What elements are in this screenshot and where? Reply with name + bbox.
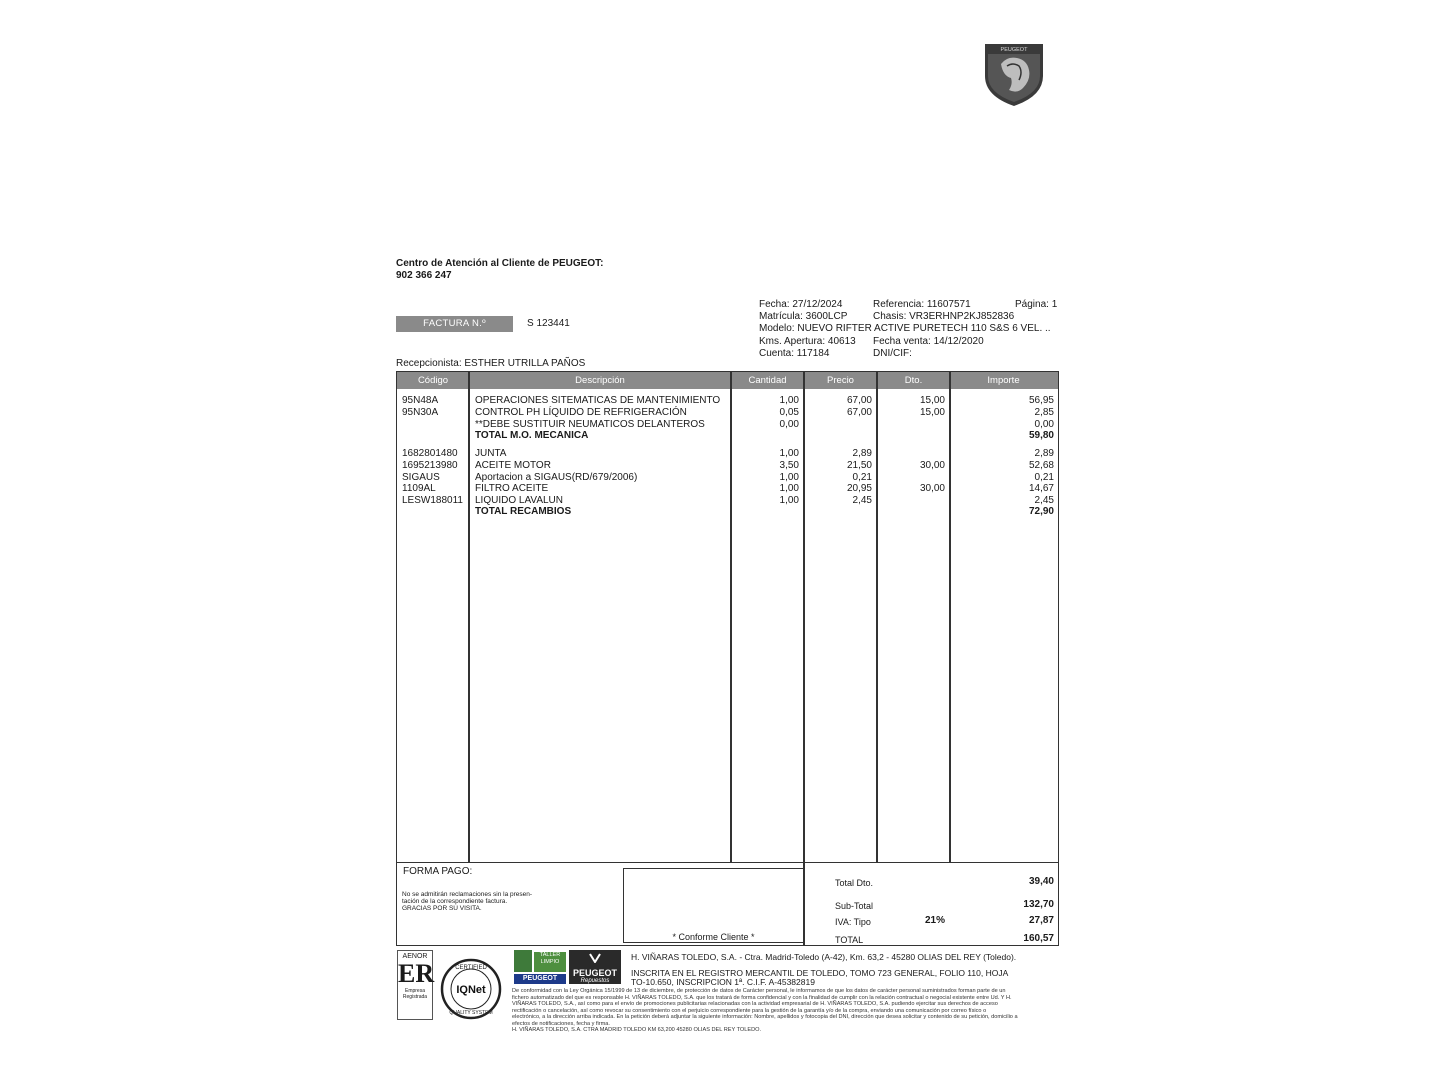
subtotal-label: Sub-Total xyxy=(835,901,874,911)
peugeot-repuestos-badge xyxy=(569,950,621,984)
cell-descripcion: TOTAL RECAMBIOS xyxy=(475,506,572,517)
cell-descripcion: FILTRO ACEITE xyxy=(475,483,549,494)
svg-text:QUALITY SYSTEM: QUALITY SYSTEM xyxy=(449,1010,493,1016)
cell-cantidad: 1,00 xyxy=(779,472,799,483)
fecha-venta: Fecha venta: 14/12/2020 xyxy=(873,336,984,347)
cell-descripcion: ACEITE MOTOR xyxy=(475,460,551,471)
cell-descripcion: TOTAL M.O. MECANICA xyxy=(475,430,589,441)
cell-descripcion: Aportacion a SIGAUS(RD/679/2006) xyxy=(475,472,638,483)
cell-importe: 72,90 xyxy=(1028,506,1054,517)
cell-cantidad: 1,00 xyxy=(779,483,799,494)
legal-line: VIÑARAS TOLEDO, S.A., así como para el envío de promociones publicitarias relacionadas con la actividad empresarial de H. VIÑARAS TOLEDO, S.A. pudiendo ejercitar sus derechos de acceso xyxy=(512,1001,998,1007)
leaf-icon xyxy=(514,950,532,972)
table-row xyxy=(397,395,1058,407)
cell-precio: 2,89 xyxy=(852,448,872,459)
col-importe: Importe xyxy=(987,375,1020,386)
cell-importe: 0,00 xyxy=(1034,419,1054,430)
aenor-text: AENOR xyxy=(402,953,428,960)
cell-descripcion: LIQUIDO LAVALUN xyxy=(475,495,563,506)
table-row xyxy=(397,448,1058,460)
forma-pago: FORMA PAGO: xyxy=(403,866,473,877)
table-row xyxy=(397,483,1058,495)
taller-text: LIMPIO xyxy=(540,959,560,965)
fecha: Fecha: 27/12/2024 xyxy=(759,299,843,310)
cell-cantidad: 1,00 xyxy=(779,448,799,459)
table-header xyxy=(397,372,1058,389)
col-descripcion: Descripción xyxy=(575,375,625,386)
cell-importe: 52,68 xyxy=(1028,460,1054,471)
subtotal-value: 132,70 xyxy=(1023,899,1054,910)
cell-codigo: LESW188011 xyxy=(402,495,463,506)
legal-line: electrónico, a la dirección arriba indicada. En la petición deberá adjuntar la siguiente información: Nombre, apellidos y fotocopia del DNI, dirección que desea solicitar y contenido de su petición, domicilio a xyxy=(512,1014,1018,1020)
taller-limpio-badge xyxy=(514,950,566,984)
table-row xyxy=(397,407,1058,419)
cell-cantidad: 1,00 xyxy=(779,495,799,506)
peugeot-logo xyxy=(983,42,1045,108)
company-address: H. VIÑARAS TOLEDO, S.A. - Ctra. Madrid-Toledo (A-42), Km. 63,2 - 45280 OLIAS DEL REY (Toledo). xyxy=(631,952,1017,962)
total-value: 160,57 xyxy=(1023,933,1054,944)
divider xyxy=(468,372,470,862)
lion-shield-icon xyxy=(983,42,1045,108)
taller-text: TALLER xyxy=(539,952,561,958)
cell-precio: 20,95 xyxy=(846,483,872,494)
cell-importe: 2,85 xyxy=(1034,407,1054,418)
iva-label: IVA: Tipo xyxy=(835,917,871,927)
legal-line: efectos de notificaciones, fecha y firma. xyxy=(512,1020,610,1027)
cell-precio: 67,00 xyxy=(846,395,872,406)
cell-cantidad: 1,00 xyxy=(779,395,799,406)
cell-importe: 59,80 xyxy=(1028,430,1054,441)
cell-cantidad: 0,00 xyxy=(779,419,799,430)
cell-precio: 67,00 xyxy=(846,407,872,418)
iva-tipo: 21% xyxy=(925,915,946,926)
note-line: GRACIAS POR SU VISITA. xyxy=(402,905,482,912)
divider xyxy=(730,372,732,862)
cell-codigo: 1109AL xyxy=(402,483,436,494)
legal-line: fichero automatizado del que es responsable H. VIÑARAS TOLEDO, S.A. que los tratará de forma confidencial y con la finalidad de cumplir con la relación contractual o negocial existente entre Ud. Y H. xyxy=(512,994,1012,1001)
note-line: tación de la correspondiente factura. xyxy=(402,898,508,905)
invoice-table xyxy=(396,371,1059,863)
aenor-sub: Empresa xyxy=(404,988,425,994)
cell-dto: 30,00 xyxy=(919,483,945,494)
cell-importe: 14,67 xyxy=(1028,483,1054,494)
cell-codigo: 95N30A xyxy=(402,407,439,418)
cell-precio: 2,45 xyxy=(852,495,872,506)
cell-codigo: 1695213980 xyxy=(402,460,458,471)
cell-codigo: 95N48A xyxy=(402,395,439,406)
kms-apertura: Kms. Apertura: 40613 xyxy=(759,336,856,347)
table-row xyxy=(397,460,1058,472)
iqnet-seal xyxy=(440,958,502,1020)
col-dto: Dto. xyxy=(904,375,923,386)
note-line: No se admitirán reclamaciones sin la presen- xyxy=(402,891,533,898)
cell-precio: 0,21 xyxy=(852,472,872,483)
cell-importe: 0,21 xyxy=(1034,472,1054,483)
col-cantidad: Cantidad xyxy=(748,375,787,386)
legal-line: rectificación o cancelación, así como revocar su consentimiento con el perjuicio correspondiente para la gestión de la garantía y/o de la compra, enviando una comunicación por correo físico o xyxy=(512,1007,987,1014)
pagina: Página: 1 xyxy=(1015,299,1058,310)
cell-codigo: SIGAUS xyxy=(402,472,440,483)
cell-descripcion: **DEBE SUSTITUIR NEUMATICOS DELANTEROS xyxy=(475,419,705,430)
divider xyxy=(949,372,951,862)
referencia: Referencia: 11607571 xyxy=(873,299,971,310)
cell-cantidad: 0,05 xyxy=(779,407,799,418)
cell-descripcion: CONTROL PH LÍQUIDO DE REFRIGERACIÓN xyxy=(475,407,687,418)
cuenta: Cuenta: 117184 xyxy=(759,348,830,359)
table-row xyxy=(397,506,1058,518)
divider xyxy=(876,372,878,862)
legal-line: H. VIÑARAS TOLEDO, S.A. CTRA MADRID TOLEDO KM 63,200 45280 OLIAS DEL REY TOLEDO. xyxy=(512,1027,762,1033)
certified-seal-icon xyxy=(440,958,502,1020)
cell-dto: 15,00 xyxy=(919,407,945,418)
svg-text:CERTIFIED: CERTIFIED xyxy=(455,965,487,971)
factura-label: FACTURA N.º xyxy=(396,316,513,332)
modelo: Modelo: NUEVO RIFTER ACTIVE PURETECH 110 S&S 6 VEL. .. xyxy=(759,323,1051,334)
iva-value: 27,87 xyxy=(1028,915,1054,926)
peugeot-rep-text: PEUGEOT xyxy=(572,968,617,978)
cell-descripcion: OPERACIONES SITEMATICAS DE MANTENIMIENTO xyxy=(475,395,721,406)
cell-precio: 21,50 xyxy=(846,460,872,471)
taller-brand: PEUGEOT xyxy=(514,974,566,984)
dni-cif: DNI/CIF: xyxy=(873,348,912,359)
cell-importe: 56,95 xyxy=(1028,395,1054,406)
total-dto-value: 39,40 xyxy=(1028,876,1054,887)
aenor-badge xyxy=(397,950,433,1020)
col-precio: Precio xyxy=(827,375,854,386)
company-registry: TO-10.650, INSCRIPCION 1ª. C.I.F. A-45382819 xyxy=(631,977,815,987)
chasis: Chasis: VR3ERHNP2KJ852836 xyxy=(873,311,1015,322)
cac-phone: 902 366 247 xyxy=(396,270,452,281)
col-codigo: Código xyxy=(417,375,449,386)
svg-text:PEUGEOT: PEUGEOT xyxy=(1000,47,1028,53)
cell-codigo: 1682801480 xyxy=(402,448,458,459)
company-registry: INSCRITA EN EL REGISTRO MERCANTIL DE TOLEDO, TOMO 723 GENERAL, FOLIO 110, HOJA xyxy=(631,968,1009,978)
divider xyxy=(803,372,805,862)
legal-line: De conformidad con la Ley Orgánica 15/1999 de 13 de diciembre, de protección de datos de Carácter personal, le informamos de que los datos de carácter personal suministrados forman parte de un xyxy=(512,988,1006,994)
table-row xyxy=(397,430,1058,442)
recepcionista: Recepcionista: ESTHER UTRILLA PAÑOS xyxy=(396,358,586,369)
matricula: Matrícula: 3600LCP xyxy=(759,311,848,322)
factura-number: S 123441 xyxy=(527,318,570,329)
cell-dto: 30,00 xyxy=(919,460,945,471)
cell-cantidad: 3,50 xyxy=(779,460,799,471)
cell-descripcion: JUNTA xyxy=(475,448,507,459)
conforme-cliente: * Conforme Cliente * xyxy=(672,932,755,942)
cac-title: Centro de Atención al Cliente de PEUGEOT: xyxy=(396,258,604,269)
aenor-sub: Registrada xyxy=(402,994,428,1000)
chevron-down-icon xyxy=(589,953,601,963)
legal-text xyxy=(512,988,1060,1034)
svg-text:IQNet: IQNet xyxy=(456,984,486,996)
cell-dto: 15,00 xyxy=(919,395,945,406)
total-label: TOTAL xyxy=(835,935,864,945)
cell-importe: 2,45 xyxy=(1034,495,1054,506)
cell-importe: 2,89 xyxy=(1034,448,1054,459)
peugeot-rep-sub: Repuestos xyxy=(580,978,610,984)
total-dto-label: Total Dto. xyxy=(835,878,874,888)
er-icon: ER xyxy=(398,959,435,988)
